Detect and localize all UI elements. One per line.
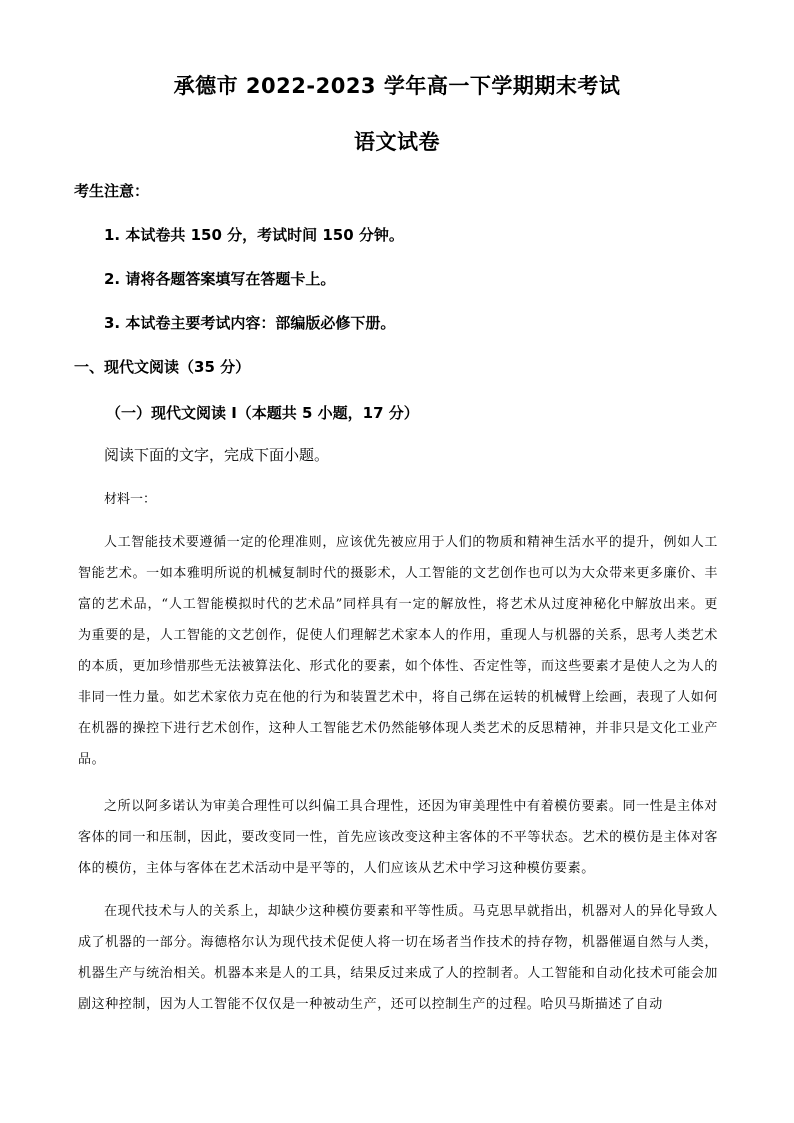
section-subheading: （一）现代文阅读 I（本题共 5 小题，17 分）	[106, 404, 419, 422]
exam-subtitle: 语文试卷	[354, 130, 440, 154]
material-paragraph-2: 之所以阿多诺认为审美合理性可以纠偏工具合理性，还因为审美理性中有着模仿要素。同一性是主体对客体的同一和压制，因此，要改变同一性，首先应该改变这种主客体的不平等状态。艺术的模仿是主体对客体的模仿，主体与客体在艺术活动中是平等的，人们应该从艺术中学习这种模仿要素。	[78, 799, 718, 876]
notice-item-1: 1. 本试卷共 150 分，考试时间 150 分钟。	[104, 226, 404, 244]
reading-instruction: 阅读下面的文字，完成下面小题。	[104, 446, 330, 464]
notice-item-3: 3. 本试卷主要考试内容：部编版必修下册。	[104, 314, 396, 332]
notice-item-2: 2. 请将各题答案填写在答题卡上。	[104, 270, 336, 288]
material-paragraph-3: 在现代技术与人的关系上，却缺少这种模仿要素和平等性质。马克思早就指出，机器对人的异化导致人成了机器的一部分。海德格尔认为现代技术促使人将一切在场者当作技术的持存物，机器催逼自然与人类，机器生产与统治相关。机器本来是人的工具，结果反过来成了人的控制者。人工智能和自动化技术可能会加剧这种控制，因为人工智能不仅仅是一种被动生产，还可以控制生产的过程。哈贝马斯描述了自动	[78, 904, 718, 1012]
section-heading: 一、现代文阅读（35 分）	[74, 358, 251, 376]
material-label: 材料一：	[104, 492, 157, 507]
notice-heading: 考生注意：	[74, 182, 150, 200]
material-paragraph-1: 人工智能技术要遵循一定的伦理准则，应该优先被应用于人们的物质和精神生活水平的提升，例如人工智能艺术。一如本雅明所说的机械复制时代的摄影术，人工智能的文艺创作也可以为大众带来更多廉价、丰富的艺术品，“人工智能模拟时代的艺术品”同样具有一定的解放性，将艺术从过度神秘化中解放出来。更为重要的是，人工智能的文艺创作，促使人们理解艺术家本人的作用，重现人与机器的关系，思考人类艺术的本质，更加珍惜那些无法被算法化、形式化的要素，如个体性、否定性等，而这些要素才是使人之为人的非同一性力量。如艺术家依力克在他的行为和装置艺术中，将自己绑在运转的机械臂上绘画，表现了人如何在机器的操控下进行艺术创作，这种人工智能艺术仍然能够体现人类艺术的反思精神，并非只是文化工业产品。	[78, 535, 718, 767]
exam-title: 承德市 2022-2023 学年高一下学期期末考试	[173, 74, 621, 98]
